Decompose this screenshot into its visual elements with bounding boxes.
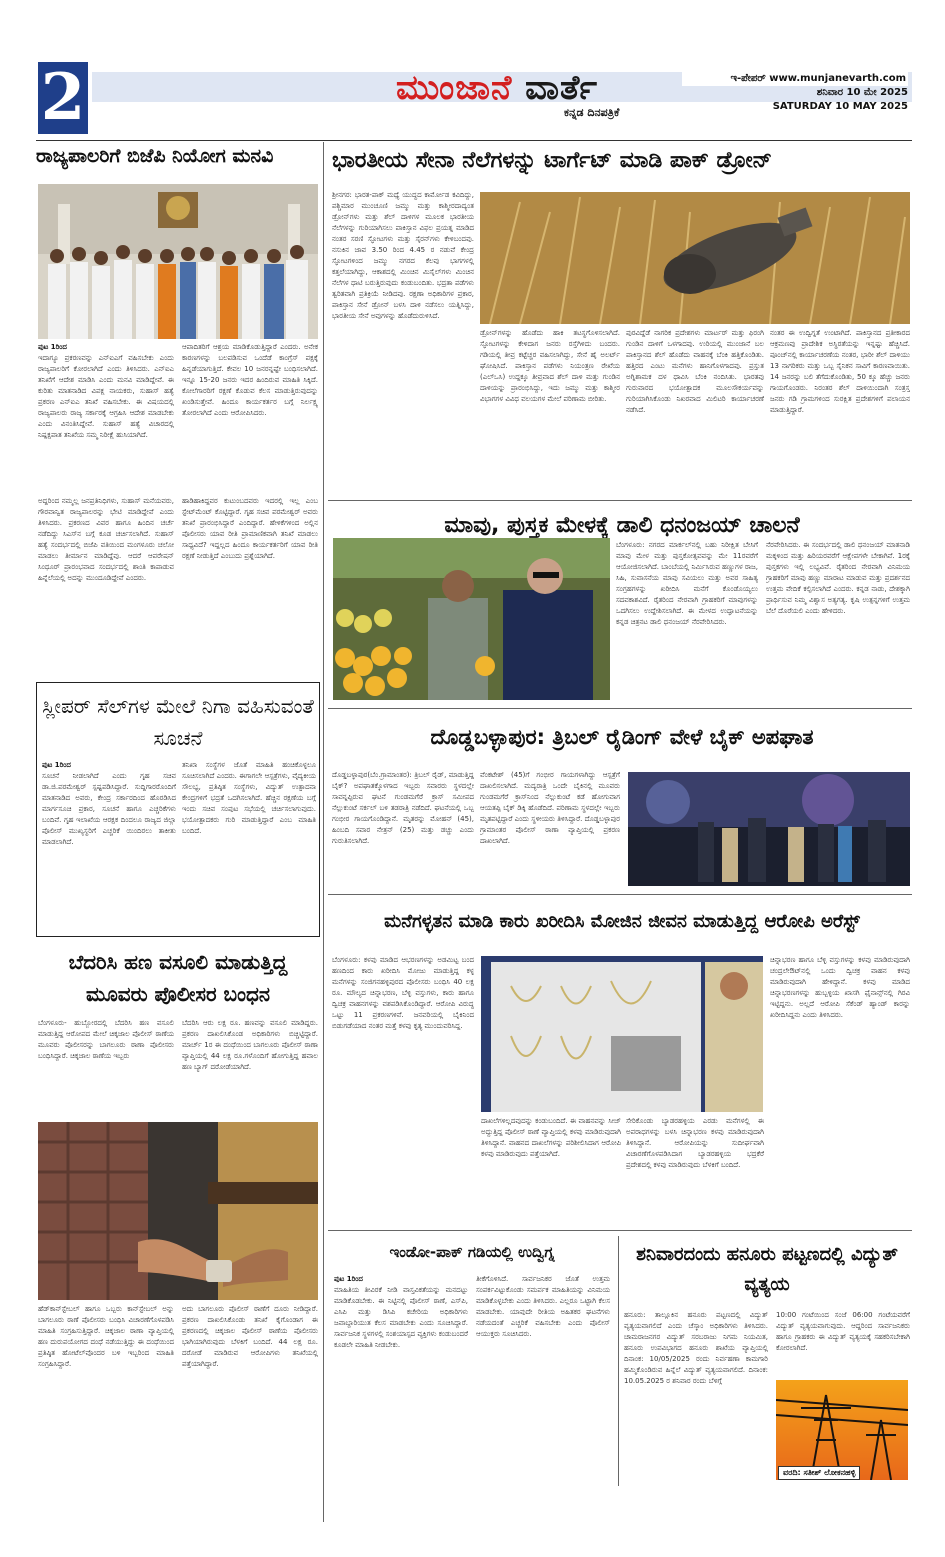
rule-mango <box>328 708 912 709</box>
indo-text-1: ಮಾಹಿತಿಯ ತೀವಿರಕೆ ನೀಡಿ ವಾಸ್ತವಿಕತೆಯನ್ನು ಮನದಟ್ಟು ಮಾಡಿಕೊಡಬೇಕು. ಈ ನಿಟ್ಟಿನಲ್ಲಿ ಪೊಲೀಸ್ ಠಾಣೆ, ಎಸ್‌ಪಿ, ಎಸಿಪಿ ಮತ್ತು ಡಿಸಿಪಿ ಕಚೇರಿಯ ಅಧಿಕಾರಿಗಳು ಜವಾಬ್ದಾರಿಯುತ ಕೆಲಸ ಮಾಡಬೇಕು ಎಂದು ಸೂಚಿಸಿದ್ದಾರೆ. ಸಾರ್ವಜನಿಕ ಸ್ಥಳಗಳಲ್ಲಿ ಸಂಶಯಾಸ್ಪದ ವ್ಯಕ್ತಿಗಳು ಕಂಡುಬಂದರೆ ಕೂಡಲೇ ಮಾಹಿತಿ ನೀಡಬೇಕು. <box>334 1286 468 1349</box>
mango-body-col2 <box>766 540 910 700</box>
bjp-text-3: ಆಪಾದಿತರಿಗೆ ಆಶ್ರಯ ಮಾಡಿಕೊಡುತ್ತಿದ್ದಾರೆ ಎಂದರು. ಅನೇಕ ಕಾರಣಗಳನ್ನು ಬಲಪಡಿಸುವ ಒಂದೆಡೆ ಕಾಂಗ್ರೆಸ್ ಪಕ್ಷಕ್ಕೆ ಹಿನ್ನಡೆಯಾಗುತ್ತಿದೆ. ಕೇವಲ 10 ಜನರನ್ನಷ್ಟೇ ಬಂಧಿಸಲಾಗಿದೆ. ಇನ್ನೂ 15-20 ಜನರು ಇದರ ಹಿಂದಿರುವ ಮಾಹಿತಿ ಸಿಕ್ಕಿದೆ. ಕೋಲೆಗಾರರಿಗೆ ರಕ್ಷಣೆ ಕೊಡುವ ಕೆಲಸ ಮಾಡುತ್ತಿರುವುದನ್ನು ಖಂಡಿಸುತ್ತೇವೆ. ಹಿಂದೂ ಕಾರ್ಯಕರ್ತರ ಬಗ್ಗೆ ನಿರ್ಲಕ್ಷ್ಯ ತೋರಲಾಗಿದೆ ಎಂದು ಆರೋಪಿಸಿದರು. <box>182 343 318 417</box>
bike-headline: ದೊಡ್ಡಬಳ್ಳಾಪುರ: ತ್ರಿಬಲ್ ರೈಡಿಂಗ್ ವೇಳೆ ಬೈಕ್ ಅಪಘಾತ <box>430 725 814 749</box>
masthead <box>36 60 912 138</box>
indo-body-col1 <box>334 1274 468 1484</box>
police-body-col2 <box>182 1018 318 1118</box>
indo-power-divider <box>618 1236 619 1486</box>
sleeper-byline: ಪುಟ 1ರಿಂದ <box>42 761 71 769</box>
bike-text-2: ವೆಂಕಟೇಶ್ (45)ಗೆ ಗಂಭೀರ ಗಾಯಗಳಾಗಿದ್ದು ಆಸ್ಪತ್ರೆಗೆ ದಾಖಲಿಸಲಾಗಿದೆ. ಮದ್ಯರಾತ್ರಿ ಒಂದೇ ಬೈಕಿನಲ್ಲಿ ಮೂವರು ಗುಂಡಮಗೆರೆ ಕ್ರಾಸ್‌ನಿಂದ ನೆಲ್ಲುಕುಂಟೆ ಕಡೆ ಹೋಗುವಾಗ ಆಯತಪ್ಪಿ ಬೈಕ್ ಡಿಕ್ಕಿ ಹೊಡೆದಿದೆ. ಪರಿಣಾಮ ಸ್ಥಳದಲ್ಲೇ ಇಬ್ಬರು ಮೃತಪಟ್ಟಿದ್ದಾರೆ ಎಂದು ಸ್ಥಳೀಯರು ತಿಳಿಸಿದ್ದಾರೆ. ದೊಡ್ಡಬಳ್ಳಾಪುರ ಗ್ರಾಮಾಂತರ ಪೊಲೀಸ್ ಠಾಣಾ ವ್ಯಾಪ್ತಿಯಲ್ಲಿ ಪ್ರಕರಣ ದಾಖಲಾಗಿದೆ. <box>480 771 620 845</box>
drone-body-b <box>626 328 764 496</box>
theft-text-4: ಚಿನ್ನಾಭರಣ ಹಾಗೂ ಬೆಳ್ಳಿ ವಸ್ತುಗಳನ್ನು ಕಳವು ಮಾಡಿರುವುದಾಗಿ ಚಂದ್ರಲೇಔಟ್‌ನಲ್ಲಿ ಒಂದು ದ್ವಿಚಕ್ರ ವಾಹನ ಕಳವು ಮಾಡಿರುವುದಾಗಿ ಹೇಳಿದ್ದಾನೆ. ಕಳವು ಮಾಡಿದ ಚಿನ್ನಾಭರಣಗಳನ್ನು ಹುಬ್ಬಳ್ಳಿಯ ಖಾಸಗಿ ಫೈನಾನ್ಸ್‌ನಲ್ಲಿ ಗಿರವಿ ಇಟ್ಟಿದ್ದನು. ಅಲ್ಲದೆ ಆರೋಪಿ ಸೆಕೆಂಡ್ ಹ್ಯಾಂಡ್ ಕಾರನ್ನು ಖರೀದಿಸಿದ್ದನು ಎಂದು ತಿಳಿಸಿದರು. <box>770 956 910 1019</box>
page-number: 2 <box>38 62 88 134</box>
power-photo-caption: ವರದಿ: ಸತೀಶ್ ಲೋಕನಹಳ್ಳಿ <box>778 1466 860 1480</box>
bjp-headline: ರಾಜ್ಯಪಾಲರಿಗೆ ಬಿಜೆಪಿ ನಿಯೋಗ ಮನವಿ <box>36 145 274 167</box>
bjp-body-col1 <box>38 342 174 492</box>
sleeper-text-2: ತನಿಖಾ ಸಂಸ್ಥೆಗಳ ಜೊತೆ ಮಾಹಿತಿ ಹಂಚಿಕೊಳ್ಳಲೂ ಸೂಚಿಸಲಾಗಿದೆ ಎಂದರು. ಈಗಾಗಲೇ ಆಸ್ಪತ್ರೆಗಳು, ವೈದ್ಯಕೀಯ ಸೌಲಭ್ಯ, ಪ್ರತಿಷ್ಠಿತ ಸಂಸ್ಥೆಗಳು, ವಿದ್ಯುತ್ ಉತ್ಪಾದನಾ ಕೇಂದ್ರಗಳಿಗೆ ಭದ್ರತೆ ಒದಗಿಸಲಾಗಿದೆ. ಹೆಚ್ಚಿನ ರಕ್ಷಣೆಯ ಬಗ್ಗೆ ಇಂದು ಸಚಿವ ಸಂಪುಟ ಸಭೆಯಲ್ಲಿ ಚರ್ಚಿಸಲಾಗುವುದು. ಭಯೋತ್ಪಾದಕರು ಗುರಿ ಮಾಡುತ್ತಿದ್ದಾರೆ ಎಂಬ ಮಾಹಿತಿ ಬಂದಿದೆ. <box>182 761 316 835</box>
police-body-col1 <box>38 1018 174 1118</box>
power-photo <box>776 1380 908 1480</box>
police-text-3: ಹೆಡ್‌ಕಾನ್‌ಸ್ಟೇಬಲ್ ಹಾಗೂ ಒಬ್ಬರು ಕಾನ್‌ಸ್ಟೇಬಲ್ ಅನ್ನು ಬಾಗಲೂರು ಠಾಣೆ ಪೊಲೀಸರು ಬಂಧಿಸಿ ವಿಚಾರಣೆಗೊಳಪಡಿಸಿ ಮಾಹಿತಿ ಸಂಗ್ರಹಿಸುತ್ತಿದ್ದಾರೆ. ಚಿಕ್ಕಜಾಲ ಠಾಣಾ ವ್ಯಾಪ್ತಿಯಲ್ಲಿ ಹಣ ದುರುಪಯೋಗದ ದಂಧೆ ನಡೆಯುತ್ತಿದ್ದು ಈ ದಂಧೆಯಿಂದ ಪ್ರತಿಷ್ಠಿತ ಹೋಟೆಲ್‌ವೊಂದರ ಬಳಿ ಇಬ್ಬರಿಂದ ಮಾಹಿತಿ ಸಂಗ್ರಹಿಸಿದ್ದಾರೆ. <box>38 1305 174 1368</box>
masthead-meta <box>682 72 908 114</box>
date-kannada: ಶನಿವಾರ 10 ಮೇ 2025 <box>816 87 908 98</box>
power-headline: ಶನಿವಾರದಂದು ಹನೂರು ಪಟ್ಟಣದಲ್ಲಿ ವಿದ್ಯುತ್ ವ್ಯತ್ಯಯ <box>636 1244 898 1295</box>
rule-bike <box>328 894 912 895</box>
logo-word-2: ವಾರ್ತೆ <box>525 68 598 108</box>
power-photo-image <box>776 1380 908 1480</box>
theft-text-3: ಸೇರಿಕೊಂಡು ಬ್ಯಾಡರಹಳ್ಳಿಯ ಎರಡು ಮನೆಗಳಲ್ಲಿ ಈ ಅಪರಾಧಗಳನ್ನು ಬಳಸಿ ಚಿನ್ನಾಭರಣ ಕಳವು ಮಾಡಿರುವುದಾಗಿ ತಿಳಿಸಿದ್ದಾನೆ. ಆರೋಪಿಯನ್ನು ಸುದೀರ್ಘವಾಗಿ ವಿಚಾರಣೆಗೊಳಪಡಿಸಿದಾಗ ಬ್ಯಾಡರಹಳ್ಳಿಯ ಭದ್ರಕೆರೆ ಪ್ರದೇಶದಲ್ಲಿ ಕಳವು ಮಾಡಿರುವುದು ಬೆಳಕಿಗೆ ಬಂದಿದೆ. <box>626 1117 764 1169</box>
mango-text-1: ಬೆಂಗಳೂರು: ನಗರದ ಮಾರ್ಕಲ್‌ನಲ್ಲಿ ಬಹು ನಿರೀಕ್ಷಿತ ಬೇಸಿಗೆ ಮಾವು ಮೇಳ ಮತ್ತು ಪುಸ್ತಕೋತ್ಸವವನ್ನು ಮೇ 11ರವರೆಗೆ ಆಯೋಜಿಸಲಾಗಿದೆ. ಬಾಂಬೆಯಲ್ಲಿ ನಿರ್ಮಿಸಿರುವ ಹಣ್ಣುಗಳ ರಾಜ, ಸಿಹಿ, ಸುವಾಸನೆಯ ಮಾವು ಸವಿಯಲು ಮತ್ತು ಅವರ ಸಾಹಿತ್ಯ ಸಂಗ್ರಹಗಳನ್ನು ಖರೀದಿಸಿ ಮನೆಗೆ ಕೊಂಡೊಯ್ಯಲು ಸದವಕಾಶವಿದೆ. ರೈತರಿಂದ ನೇರವಾಗಿ ಗ್ರಾಹಕರಿಗೆ ಮಾವುಗಳನ್ನು ಒದಗಿಸಲು ಉದ್ದೇಶಿಸಲಾಗಿದೆ. ಈ ಮೇಳದ ಉದ್ಘಾಟನೆಯನ್ನು ಕನ್ನಡ ಚಿತ್ರನಟ ಡಾಲಿ ಧನಂಜಯ್ ನೆರವೇರಿಸಿದರು. <box>616 541 758 626</box>
power-body-col2 <box>776 1310 910 1376</box>
sleeper-text-1: ಸೂಚನೆ ನೀಡಲಾಗಿದೆ ಎಂದು ಗೃಹ ಸಚಿವ ಡಾ.ಜಿ.ಪರಮೇಶ್ವರ್ ಸ್ಪಷ್ಟಪಡಿಸಿದ್ದಾರೆ. ಸುದ್ದಿಗಾರರೊಂದಿಗೆ ಮಾತನಾಡಿದ ಅವರು, ಕೇಂದ್ರ ಸರ್ಕಾರದಿಂದ ಹೊರಡಿಸಿದ ಮಾರ್ಗಸೂಚಿ ಪ್ರಕಾರ, ಸೂಚನೆ ಹಾಗೂ ಎಚ್ಚರಿಕೆಗಳು ಬಂದಿವೆ. ಗೃಹ ಇಲಾಖೆಯ ಆರಕ್ಷಕ ದಿಂದಲೂ ರಾಜ್ಯದ ಜಿಲ್ಲಾ ಪೊಲೀಸ್ ಮುಖ್ಯಸ್ಥರಿಗೆ ಎಚ್ಚರಿಕೆ ಯಿಂದಿರಲು ತಾಕೀತು ಮಾಡಲಾಗಿದೆ. <box>42 772 176 846</box>
theft-body-col1 <box>332 955 474 1223</box>
drone-body-a <box>480 328 620 496</box>
drone-headline: ಭಾರತೀಯ ಸೇನಾ ನೆಲೆಗಳನ್ನು ಟಾರ್ಗೆಟ್ ಮಾಡಿ ಪಾಕ್ ಡ್ರೋನ್ <box>332 148 773 173</box>
bjp-text-1: ಇದಾಗ್ಯೂ ಪ್ರಕರಣವನ್ನು ಎನ್‌ಐಎಗೆ ವಹಿಸಬೇಕು ಎಂದು ರಾಜ್ಯಪಾಲರಿಗೆ ಕೋರಲಾಗಿದೆ ಎಂದು ತಿಳಿಸಿದರು. ಎನ್‌ಐಎ ತನಿಖೆಗೆ ಆದೇಶ ಮಾಡಿಸಿ ಎಂದು ಮನವಿ ಮಾಡಿದ್ದೇವೆ. ಈ ಕುರಿತು ಮಾತನಾಡಿದ ವಿಪಕ್ಷ ನಾಯಕರು, ಸುಹಾಸ್ ಹತ್ಯೆ ಪ್ರಕರಣ ಎನ್‌ಐಎ ತನಿಖೆ ವಹಿಸಬೇಕು. ಈ ವಿಷಯದಲ್ಲಿ ರಾಜ್ಯಪಾಲರು ರಾಜ್ಯ ಸರ್ಕಾರಕ್ಕೆ ಆಗ್ರಹಿಸಿ ಆದೇಶ ಮಾಡಬೇಕು ಎಂದು ವಿನಂತಿಸಿದ್ದೇವೆ. ಸುಹಾಸ್ ಹತ್ಯೆ ವಿಚಾರದಲ್ಲಿ ನಿಷ್ಪಕ್ಷಪಾತ ತನಿಖೆಯ ಸಮ್ಮ ನಿರೀಕ್ಷೆ ಹುಸಿಯಾಗಿದೆ. <box>38 354 174 439</box>
mango-body-col1 <box>616 540 758 700</box>
drone-body-left <box>332 190 474 496</box>
bike-photo <box>628 772 910 886</box>
bjp-body-col4 <box>182 496 318 674</box>
police-photo-image <box>38 1122 318 1300</box>
drone-text-b: ಪುರವಿದ್ದೆಡೆ ನಾಗರಿಕ ಪ್ರದೇಶಗಳು ಮಾರ್ಟರ್ ಮತ್ತು ಫಿರಂಗಿ ಗುಂಡಿನ ದಾಳಿಗೆ ಒಳಗಾದವು. ಉರಿಯಲ್ಲಿ ಮುಂಜಾನೆ ಬಲ ಪಾಕಿಸ್ತಾನದ ಶೆಲ್ ಹೊಡೆದು ವಾಹನಕ್ಕೆ ಬೆಂಕಿ ಹತ್ತಿಕೊಂಡಿತು. ಹತ್ತಿರದ ಎಂಟು ಮನೆಗಳು ಹಾನಿಗೊಳಗಾದವು. ಪ್ರಸ್ತುತ ಅಗ್ನಿಶಾಮಕ ದಳ ಧಾವಿಸಿ ಬೆಂಕಿ ನಂದಿಸಿತು. ಭಾರತವು ಗುರುವಾರದ ಭಯೋತ್ಪಾದಕ ಮೂಲಸೌಕರ್ಯವನ್ನು ಗುರಿಯಾಗಿಸಿಕೊಂಡು ನಿಖರವಾದ ಮಿಲಿಟರಿ ಕಾರ್ಯಾಚರಣೆ ನಡೆಸಿದೆ. <box>626 329 764 414</box>
power-text-2: 10:00 ಗಂಟೆಯಿಂದ ಸಂಜೆ 06:00 ಗಂಟೆಯವರೆಗೆ ವಿದ್ಯುತ್ ವ್ಯತ್ಯಯವಾಗುವುದು. ಆದ್ದರಿಂದ ಸಾರ್ವಜನಿಕರು ಹಾಗೂ ಗ್ರಾಹಕರು ಈ ವಿದ್ಯುತ್ ವ್ಯತ್ಯಯಕ್ಕೆ ಸಹಕರಿಸಬೇಕಾಗಿ ಕೋರಲಾಗಿದೆ. <box>776 1311 910 1352</box>
theft-body-col2 <box>481 1116 621 1224</box>
epaper-url[interactable]: ಇ-ಪೇಪರ್ www.munjanevarth.com <box>682 72 908 86</box>
drone-text-left: ಶ್ರೀನಗರ: ಭಾರತ-ಪಾಕ್ ಮಧ್ಯೆ ಯುದ್ಧದ ಕಾರ್ಮೋಡ ಕವಿದಿದ್ದು, ಪಶ್ಚಿಮಾರ ಮುಂಚೂಣಿ ಜಮ್ಮು ಮತ್ತು ಕಾಶ್ಮೀರದಾದ್ಯಂತ ಡ್ರೋನ್‌ಗಳು ಮತ್ತು ಶೆಲ್ ದಾಳಿಗಳ ಮೂಲಕ ಭಾರತೀಯ ನೆಲೆಗಳನ್ನು ಗುರಿಯಾಗಿಸಲು ಪಾಕಿಸ್ತಾನ ವಿಫಲ ಪ್ರಯತ್ನ ಮಾಡಿದ ನಂತರ ಸರಣಿ ಸ್ಫೋಟಗಳು ಮತ್ತು ಸೈರನ್‌ಗಳು ಕೇಳಿಬಂದವು. ನಸುಕಿನ ಜಾವ 3.50 ರಿಂದ 4.45 ರ ನಡುವೆ ಕೇಂದ್ರ ಸ್ಫೋಟಗಳಿಂದ ಜಮ್ಮು ನಗರದ ಕೆಲವು ಭಾಗಗಳಲ್ಲಿ ಕತ್ತಲೆಯಾಗಿದ್ದು, ಆಕಾಶದಲ್ಲಿ ಮಿಂಚಿನ ಮಿಸೈಲ್‌ಗಳು ಮಿಂಚಿನ ನೆಲೆಗಳ ಧಾಟಿ ಬರುತ್ತಿರುವುದು ಕಂಡುಬಂದಿತು. ಭದ್ರತಾ ಪಡೆಗಳು ತ್ವರಿತವಾಗಿ ಪ್ರತಿಕ್ರಿಯೆ ನೀಡಿದವು. ರಕ್ಷಣಾ ಅಧಿಕಾರಿಗಳ ಪ್ರಕಾರ, ಪಾಕಿಸ್ತಾನ ಸೇನೆ ಡ್ರೋನ್ ಬಳಸಿ ದಾಳಿ ನಡೆಸಲು ಯತ್ನಿಸಿದ್ದು, ಭಾರತೀಯ ಸೇನೆ ಅವುಗಳನ್ನು ಹೊಡೆದುರುಳಿಸಿದೆ. <box>332 191 474 320</box>
drone-text-c: ನಂತರ ಈ ಉದ್ವಿಗ್ನತೆ ಉಂಟಾಗಿದೆ. ಪಾಕಿಸ್ತಾನದ ಪ್ರತೀಕಾರದ ಆಕ್ರಮಣವು ಪ್ರಾದೇಶಿಕ ಅಸ್ಥಿರತೆಯನ್ನು ಇನ್ನಷ್ಟು ಹೆಚ್ಚಿಸಿದೆ. ಪೂಂಚ್‌ನಲ್ಲಿ ಕಾರ್ಯಾಚರಣೆಯ ನಂತರ, ಭಾರೀ ಶೆಲ್ ದಾಳಿಯು 13 ನಾಗರಿಕರು ಮತ್ತು ಒಬ್ಬ ಸೈನಿಕನ ಸಾವಿಗೆ ಕಾರಣವಾಯಿತು. 14 ಜನರನ್ನು ಬಲಿ ತೆಗೆದುಕೊಂಡಿತು, 50 ಕ್ಕೂ ಹೆಚ್ಚು ಜನರು ಗಾಯಗೊಂಡರು. ನಿರಂತರ ಶೆಲ್ ದಾಳಿಯಿಂದಾಗಿ ಸಂತ್ರಸ್ತ ಜನರು ಗಡಿ ಗ್ರಾಮಗಳಿಂದ ಸುರಕ್ಷಿತ ಪ್ರದೇಶಗಳಿಗೆ ಪಲಾಯನ ಮಾಡುತ್ತಿದ್ದಾರೆ. <box>770 329 910 414</box>
drone-photo-image <box>480 192 910 324</box>
mango-photo-image <box>333 538 610 700</box>
newspaper-tagline: ಕನ್ನಡ ದಿನಪತ್ರಿಕೆ <box>564 106 620 119</box>
theft-photo <box>481 956 763 1112</box>
newspaper-logo <box>396 68 598 108</box>
bjp-body-col3 <box>38 496 174 674</box>
mango-photo <box>333 538 610 700</box>
bike-body-col2 <box>480 770 620 888</box>
bike-text-1: ದೊಡ್ಡಬಳ್ಳಾಪುರ(ಬೆಂ.ಗ್ರಾಮಾಂತರ): ತ್ರಿಬಲ್ ರೈಡ್, ಮಾಡುತ್ತಿದ್ದ ಬೈಕ್? ಅಪಘಾತಕ್ಕೊಳಗಾದ ಇಬ್ಬರು ಸವಾರರು ಸ್ಥಳದಲ್ಲೇ ಸಾವನ್ನಪ್ಪಿರುವ ಘಟನೆ ಗುಂಡಮಗೆರೆ ಕ್ರಾಸ್ ಸಮೀಪದ ನೆಲ್ಲುಕುಂಟೆ ಸರ್ಕಲ್ ಬಳಿ ತಡರಾತ್ರಿ ನಡೆದಿದೆ. ಘಟನೆಯಲ್ಲಿ ಒಬ್ಬ ಗಂಭೀರ ಗಾಯಗೊಂಡಿದ್ದಾನೆ. ಮೃತರನ್ನು ಮೋಹನ್ (45), ಹಿಂಬದಿ ಸವಾರ ನೇತ್ರನ್ (25) ಮತ್ತು ಡಚ್ಚು ಎಂದು ಗುರುತಿಸಲಾಗಿದೆ. <box>332 771 474 845</box>
theft-body-col4 <box>770 955 910 1223</box>
police-body-col3 <box>38 1304 174 1484</box>
sleeper-body-col2 <box>182 760 316 932</box>
theft-text-2: ದಾಖಲೆಗಳಿಲ್ಲದವುದನ್ನು ಕಂಡುಬಂದಿದೆ. ಈ ವಾಹನವನ್ನು ಸೀಜ್ ಅದ್ದುತ್ತಿದ್ದ ಪೊಲೀಸ್ ಠಾಣೆ ವ್ಯಾಪ್ತಿಯಲ್ಲಿ ಕಳವು ಮಾಡಿರುವುದಾಗಿ ತಿಳಿಸಿದ್ದಾನೆ. ವಾಹನದ ದಾಖಲೆಗಳನ್ನು ಪರಿಶೀಲಿಸಿದಾಗ ಆರೋಪಿ ಕಳವು ಮಾಡಿರುವುದು ಪತ್ತೆಯಾಗಿದೆ. <box>481 1117 621 1158</box>
bjp-body-col2 <box>182 342 318 492</box>
drone-body-c <box>770 328 910 496</box>
theft-headline: ಮನೆಗಳ್ಳತನ ಮಾಡಿ ಕಾರು ಖರೀದಿಸಿ ಮೋಜಿನ ಜೀವನ ಮಾಡುತ್ತಿದ್ದ ಆರೋಪಿ ಅರೆಸ್ಟ್ <box>384 911 860 932</box>
drone-text-a: ಡ್ರೋನ್‌ಗಳನ್ನು ಹೊಡೆದು ಹಾಕಿ ತಟಸ್ಥಗೊಳಿಸಲಾಗಿದೆ. ಸ್ಫೋಟಗಳನ್ನು ಕೇಳಿದಾಗ ಜನರು ರಸ್ತೆಗಿಳಿದು ಬಂದರು. ಗಡಿಯಲ್ಲಿ ತೀವ್ರ ಕಟ್ಟೆಚ್ಚರ ವಹಿಸಲಾಗಿದ್ದು, ಸೇನೆ ಹೈ ಅಲರ್ಟ್ ಘೋಷಿಸಿದೆ. ಪಾಕಿಸ್ತಾನ ಪಡೆಗಳು ನಿಯಂತ್ರಣ ರೇಖೆಯ (ಎಲ್‌ಒಸಿ) ಉದ್ದಕ್ಕೂ ತೀವ್ರವಾದ ಶೆಲ್ ದಾಳಿ ಮತ್ತು ಗುಂಡಿನ ದಾಳಿಯನ್ನು ಪ್ರಾರಂಭಿಸಿದ್ದು, ಇದು ಜಮ್ಮು ಮತ್ತು ಕಾಶ್ಮೀರ ವಿಭಾಗಗಳ ವಿವಿಧ ವಲಯಗಳ ಮೇಲೆ ಪರಿಣಾಮ ಬೀರಿತು. <box>480 329 620 403</box>
police-photo <box>38 1122 318 1300</box>
date-english: SATURDAY 10 MAY 2025 <box>772 101 908 112</box>
bjp-photo-image <box>38 184 318 339</box>
theft-body-col3 <box>626 1116 764 1224</box>
masthead-rule <box>36 140 912 141</box>
indo-byline: ಪುಟ 1ರಿಂದ <box>334 1275 363 1283</box>
bjp-text-2: ಅದ್ದರಿಂದ ನಮ್ಮಲ್ಲ ಜನಪ್ರತಿನಿಧಿಗಳು, ಸುಹಾಸ್ ಮನೆಯವರು, ಗೌರವಾನ್ವಿತ ರಾಜ್ಯಪಾಲರನ್ನು ಭೇಟಿ ಮಾಡಿದ್ದೇವೆ ಎಂದು ತಿಳಿಸಿದರು. ಪ್ರಕರಣದ ವಿವರ ಹಾಗೂ ಹಿಂದಿನ ಚರ್ಚೆ ನಡೆದಿದ್ದು ಸಿಎಸ್‌ನ ಬಗ್ಗೆ ಕೂಡ ಚರ್ಚಿಸಲಾಗಿದೆ. ಸುಹಾಸ್ ಹತ್ಯೆ ಸಂದರ್ಭದಲ್ಲಿ ಬಿಜೆಪಿ ವತಿಯಿಂದ ಮಂಗಳೂರು ಚಲೋ ಮಾಡಲು ತೀರ್ಮಾನ ಮಾಡಿದ್ದೆವು. ಆದರೆ ಆಪರೇಷನ್ ಸಿಂಧೂರ್ ಪ್ರಾರಂಭವಾದ ಸಂದರ್ಭದಲ್ಲಿ ಶಾಂತಿ ಕಾಪಾಡುವ ಹಿನ್ನೆಲೆಯಲ್ಲಿ ಅದನ್ನು ಮುಂದೂಡಿದ್ದೇವೆ ಎಂದರು. <box>38 497 174 582</box>
theft-text-1: ಬೆಂಗಳೂರು: ಕಳವು ಮಾಡಿದ ಆಭರಣಗಳನ್ನು ಅಡಮಿಟ್ಟ ಬಂದ ಹಣದಿಂದ ಕಾರು ಖರೀದಿಸಿ ಮೋಜು ಮಾಡುತ್ತಿದ್ದ ಕಳ್ಳ ಮನೆಗಳನ್ನು ಸಂಜಿಗನಹಳ್ಳಿಪುರದ ಪೊಲೀಸರು ಬಂಧಿಸಿ 40 ಲಕ್ಷ ರೂ. ಮೌಲ್ಯದ ಚಿನ್ನಾಭರಣ, ಬೆಳ್ಳಿ ವಸ್ತುಗಳು, ಕಾರು ಹಾಗೂ ದ್ವಿಚಕ್ರ ವಾಹನಗಳನ್ನು ವಶಪಡಿಸಿಕೊಂಡಿದ್ದಾರೆ. ಆರೋಪಿ ವಿರುದ್ಧ ಒಟ್ಟು 11 ಪ್ರಕರಣಗಳಿವೆ. ಜನವರಿಯಲ್ಲಿ ಬೈಕಿನಿಂದ ಬಿಡುಗಡೆಯಾದ ನಂತರ ಮತ್ತೆ ಕಳವು ಕೃತ್ಯ ಮುಂದುವರಿಸಿದ್ದ. <box>332 956 474 1030</box>
mango-headline: ಮಾವು, ಪುಸ್ತಕ ಮೇಳಕ್ಕೆ ಡಾಲಿ ಧನಂಜಯ್ ಚಾಲನೆ <box>444 513 800 538</box>
indo-headline: ಇಂಡೋ-ಪಾಕ್ ಗಡಿಯಲ್ಲಿ ಉದ್ವಿಗ್ನ <box>389 1243 555 1261</box>
bjp-byline: ಪುಟ 1ರಿಂದ <box>38 343 67 351</box>
rule-drone <box>328 500 912 501</box>
rule-theft <box>328 1230 912 1231</box>
sleeper-headline: ಸ್ಲೀಪರ್ ಸೆಲ್‌ಗಳ ಮೇಲೆ ನಿಗಾ ವಹಿಸುವಂತೆ ಸೂಚನೆ <box>42 694 314 750</box>
police-body-col4 <box>182 1304 318 1484</box>
power-text-1: ಹನೂರು: ತಾಲ್ಲೂಕಿನ ಹನೂರು ಪಟ್ಟಣದಲ್ಲಿ ವಿದ್ಯುತ್ ವ್ಯತ್ಯಯವಾಗಲಿದೆ ಎಂದು ಚೆಸ್ಕಾಂ ಅಧಿಕಾರಿಗಳು ತಿಳಿಸಿದರು. ಚಾಮರಾಜನಗರ ವಿದ್ಯುತ್ ಸರಬರಾಜು ನಿಗಮ ನಿಯಮಿತ, ಹನೂರು ಉಪವಿಭಾಗದ ಹನೂರು ಶಾಖೆಯ ವ್ಯಾಪ್ತಿಯಲ್ಲಿ ದಿನಾಂಕ: 10/05/2025 ರಂದು ನಿರ್ವಹಣಾ ಕಾಮಗಾರಿ ಹಮ್ಮಿಕೊಂಡಿರುವ ಹಿನ್ನೆಲೆ ವಿದ್ಯುತ್ ವ್ಯತ್ಯಯವಾಗಲಿದೆ. ದಿನಾಂಕ: 10.05.2025 ರ ಶನಿವಾರ ರಂದು ಬೆಳಿಗ್ಗೆ <box>624 1311 768 1385</box>
bjp-text-4: ಹಾಡಿಹಾಕಿದ್ದವರ ಕುಟುಂಬದವರು ಇದರಲ್ಲಿ ಇಲ್ಲ ಎಂಬ ಸ್ಟೇಟ್‌ಮೆಂಟ್ ಕೊಟ್ಟಿದ್ದಾರೆ. ಗೃಹ ಸಚಿವ ಪರಮೇಶ್ವರ್ ಅವರು ತನಿಖೆ ಪ್ರಾರಂಭಿಸಿದ್ದಾರೆ ಎಂದಿದ್ದಾರೆ. ಹೇಳಿಕೆಗಳಿಂದ ಅಲ್ಲಿನ ಪೊಲೀಸರು ಯಾವ ರೀತಿ ಪ್ರಾಮಾಣಿಕವಾಗಿ ತನಿಖೆ ಮಾಡಲು ಸಾಧ್ಯವಿದೆ? ಇದ್ದಲ್ಲದ ಹಿಂದೂ ಕಾರ್ಯಕರ್ತರಿಗೆ ಯಾವ ರೀತಿ ರಕ್ಷಣೆ ನೀಡುತ್ತಿದೆ ಎಂಬುದು ಪ್ರಶ್ನೆಯಾಗಿದೆ. <box>182 497 318 560</box>
police-text-4: ಅದು ಬಾಗಲೂರು ಪೊಲೀಸ್ ಠಾಣೆಗೆ ದೂರು ನೀಡಿದ್ದಾರೆ. ಪ್ರಕರಣ ದಾಖಲಿಸಿಕೊಂಡು ತನಿಖೆ ಕೈಗೊಂಡಾಗ ಈ ಪ್ರಕರಣದಲ್ಲಿ ಚಿಕ್ಕಜಾಲ ಪೊಲೀಸ್ ಠಾಣೆಯ ಪೊಲೀಸರು ಭಾಗಿಯಾಗಿರುವುದು ಬೆಳಕಿಗೆ ಬಂದಿದೆ. 44 ಲಕ್ಷ ರೂ. ದರೋಡೆ ಮಾಡಿರುವ ಆರೋಪಿಗಳು ತನಿಖೆಯಲ್ಲಿ ಪತ್ತೆಯಾಗಿದ್ದಾರೆ. <box>182 1305 318 1368</box>
bike-body-col1 <box>332 770 474 888</box>
sleeper-body-col1 <box>42 760 176 932</box>
mango-text-2: ನೆರವೇರಿಸಿದರು. ಈ ಸಂದರ್ಭದಲ್ಲಿ ಡಾಲಿ ಧನಂಜಯ್ ಮಾತನಾಡಿ ಮಕ್ಕಳಿಂದ ಮತ್ತು ಹಿರಿಯರವರೆಗೆ ಆಕ್ಷೇಪಗಳೇ ಬೇಕಾಗಿವೆ. 1ರಕ್ಕೆ ಪುಸ್ತಕಗಳು ಇಲ್ಲಿ ಲಭ್ಯವಿವೆ. ರೈತರಿಂದ ನೇರವಾಗಿ ವಿನಿಮಯ ಗ್ರಾಹಕರಿಗೆ ಮಾವು ಹಣ್ಣು ಮಾರಾಟ ಮಾಡುವ ಮತ್ತು ಪ್ರದರ್ಶನದ ಉತ್ತಮ ವೇದಿಕೆ ಕಲ್ಪಿಸಲಾಗಿದೆ ಎಂದರು. ಕನ್ನಡ ನಾಡು, ದೇಶಕ್ಕಾಗಿ ಪ್ರಾರ್ಥಿಸುವ ನಿಮ್ಮ ವಿಶ್ವಾಸ ಅತ್ಯಗತ್ಯ. ಕೃಷಿ ಉತ್ಪನ್ನಗಳಿಗೆ ಉತ್ತಮ ಬೆಲೆ ದೊರೆಯಲಿ ಎಂದು ಹೇಳಿದರು. <box>766 541 910 615</box>
logo-word-1: ಮುಂಜಾನೆ <box>396 68 513 108</box>
bjp-photo <box>38 184 318 339</box>
indo-text-2: ತೀಕೆಗೊಳಿಸಿದೆ. ಸಾರ್ವಜನಿಕರ ಜೊತೆ ಉತ್ತಮ ಸಂಪರ್ಕವಿಟ್ಟುಕೊಂಡು ಸಮರ್ಪಕ ಮಾಹಿತಿಯನ್ನು ವಿನಿಮಯ ಮಾಡಿಕೊಳ್ಳಬೇಕು ಎಂದು ತಿಳಿಸಿದರು. ಎಲ್ಲರೂ ಒಟ್ಟಾಗಿ ಕೆಲಸ ಮಾಡಬೇಕು. ಯಾವುದೇ ರೀತಿಯ ಅಹಿತಕರ ಘಟನೆಗಳು ನಡೆಯದಂತೆ ಎಚ್ಚರಿಕೆ ವಹಿಸಬೇಕು ಎಂದು ಪೊಲೀಸ್ ಆಯುಕ್ತರು ಸೂಚಿಸಿದರು. <box>476 1275 610 1338</box>
theft-photo-image <box>481 956 763 1112</box>
bike-photo-image <box>628 772 910 886</box>
police-text-1: ಬೆಂಗಳೂರು- ಹುಬ್ಬೋರದಲ್ಲಿ ಬೆದರಿಸಿ ಹಣ ವಸೂಲಿ ಮಾಡುತ್ತಿದ್ದ ಆರೋಪದ ಮೇಲೆ ಚಿಕ್ಕಜಾಲ ಪೊಲೀಸ್ ಠಾಣೆಯ ಮೂವರು ಪೊಲೀಸರನ್ನು ಬಾಗಲೂರು ಠಾಣಾ ಪೊಲೀಸರು ಬಂಧಿಸಿದ್ದಾರೆ. ಚಿಕ್ಕಜಾಲ ಠಾಣೆಯ ಇಬ್ಬರು <box>38 1019 174 1060</box>
power-body-col1 <box>624 1310 768 1486</box>
police-headline: ಬೆದರಿಸಿ ಹಣ ವಸೂಲಿ ಮಾಡುತ್ತಿದ್ದ ಮೂವರು ಪೊಲೀಸರ ಬಂಧನ <box>68 950 288 1006</box>
drone-photo <box>480 192 910 324</box>
indo-body-col2 <box>476 1274 610 1484</box>
police-text-2: ಬೆದರಿಸಿ ಆರು ಲಕ್ಷ ರೂ. ಹಣವನ್ನು ವಸೂಲಿ ಮಾಡಿದ್ದರು. ಪ್ರಕರಣ ದಾಖಲಿಸಿಕೊಂಡ ಅಧಿಕಾರಿಗಳು ಬಿಚ್ಚಿಟ್ಟಿದ್ದಾರೆ. ಮಾರ್ಚ್ 1ರ ಈ ದಂಧೆಯಿಂದ ಬಾಗಲೂರು ಪೊಲೀಸ್ ಠಾಣಾ ವ್ಯಾಪ್ತಿಯಲ್ಲಿ 44 ಲಕ್ಷ ರೂ.ಗಳೊಂದಿಗೆ ಹೋಗುತ್ತಿದ್ದ ಹವಾಲ ಹಣ ಬ್ಯಾಗ್ ದರೋಡೆಯಾಗಿದೆ. <box>182 1019 318 1071</box>
column-divider <box>323 142 324 1522</box>
